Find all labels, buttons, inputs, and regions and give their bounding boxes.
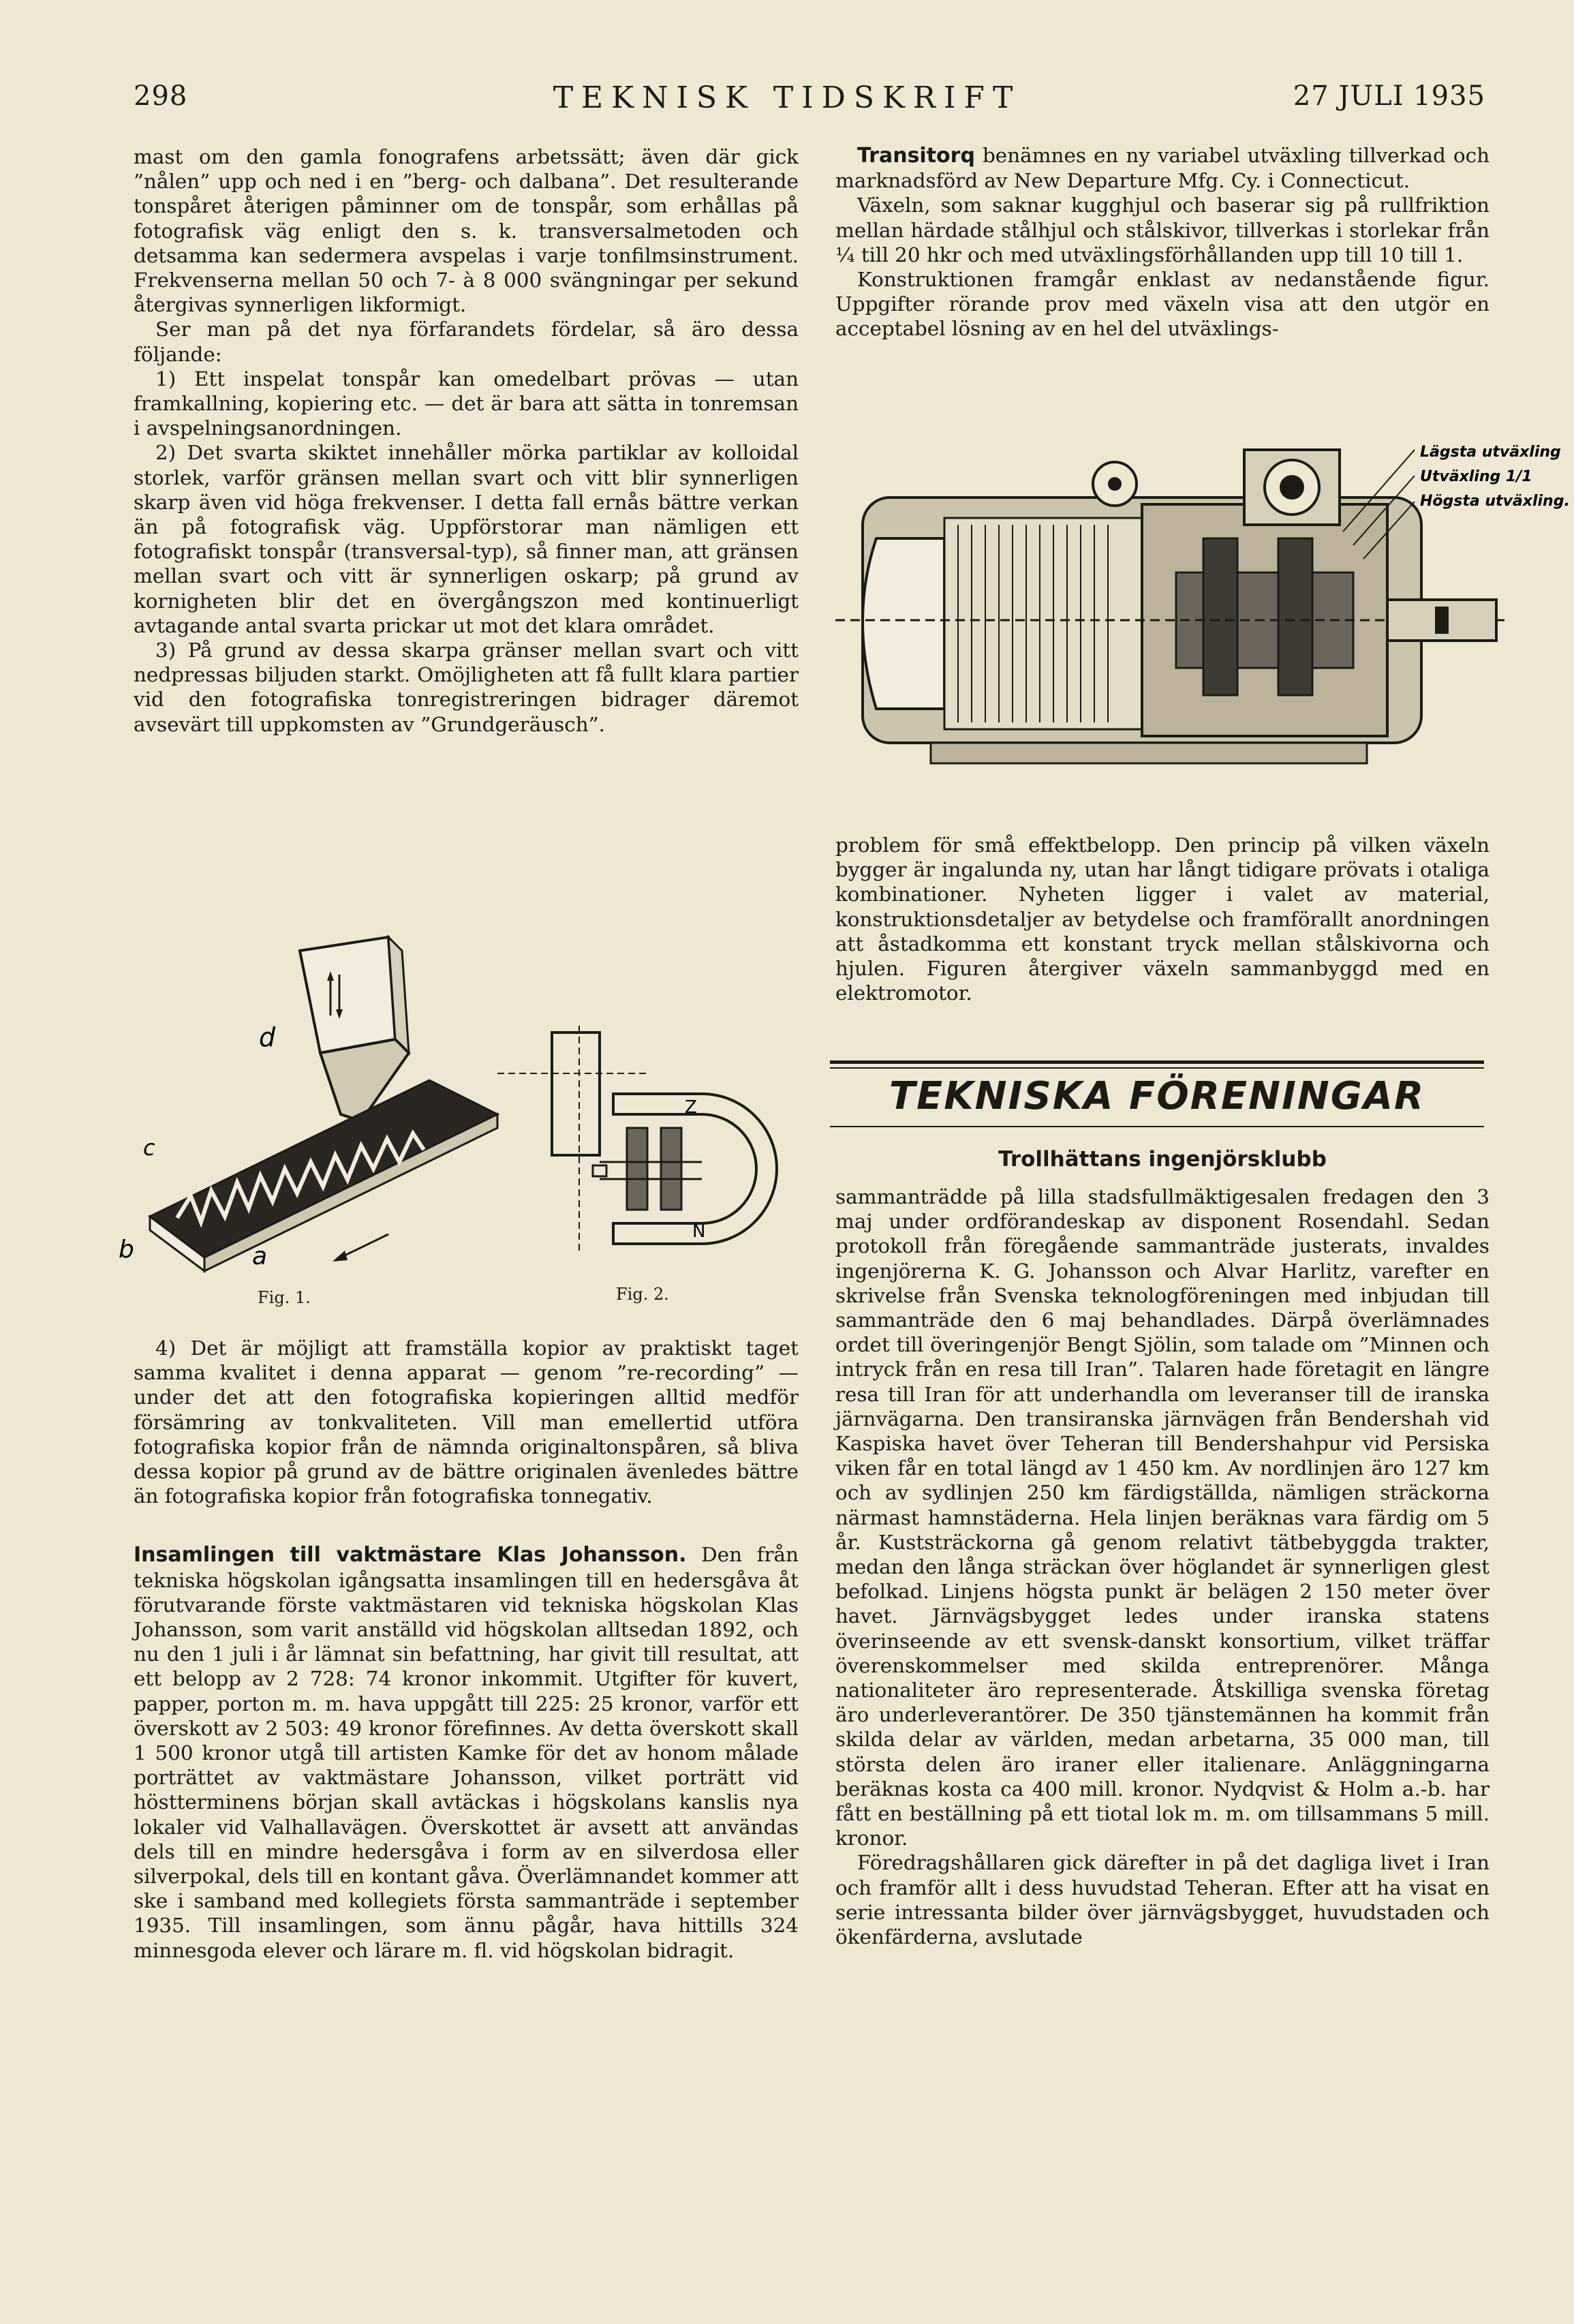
paragraph: 2) Det svarta skiktet innehåller mörka partiklar av kolloidal storlek, varför gränsen mellan svart och vitt blir synnerligen skarp även vid höga frekvenser. I detta fall ernås bättre verkan än på fotografisk väg. Uppförstorar man nämligen ett fotografiskt tonspår (transversal-typ), så finner man, att gränsen mellan svart och vitt är synnerligen oskarp; på grund av kornigheten blir det en övergångszon med kontinuerligt avtagande antal svarta prickar ut mot det klara området. (134, 441, 799, 637)
page-number: 298 (134, 80, 188, 112)
paragraph: sammanträdde på lilla stadsfullmäktigesalen fredagen den 3 maj under ordförandeskap av disponent Rosendahl. Sedan protokoll från föregående sammanträde justerats, invaldes ingenjörerna K. G. Johansson och Alvar Harlitz, varefter en skrivelse från Svenska teknologföreningen med inbjudan till sammanträde den 6 maj behandlades. Därpå överlämnades ordet till överingenjör Bengt Sjölin, som talade om ”Minnen och intryck från en resa till Iran”. Talaren hade företagit en längre resa till Iran för att underhandla om leveranser till de iranska järnvägarna. Den transiranska järnvägen från Bendershah vid Kaspiska havet över Teheran till Bendershahpur vid Persiska viken får en total längd av 1 450 km. Av nordlinjen äro 127 km och av sydlinjen 250 km färdigställda, nämligen sträckorna närmast hamnstäderna. Hela linjen beräknas vara färdig om 5 år. Kuststräckorna gå genom relativt tätbebyggda trakter, medan den långa sträckan över höglandet är synnerligen glest befolkad. Linjens högsta punkt är belägen 2 150 meter över havet. Järnvägsbygget ledes under iranska statens överinseende av ett svensk-danskt konsortium, vilket träffar överenskommelser med skilda entreprenörer. Många nationaliteter äro representerade. Åtskilliga svenska företag äro underleverantörer. De 350 tjänstemännen ha kommit från skilda delar av världen, medan arbetarna, 35 000 man, till största delen äro iraner eller italienare. Anläggningarna beräknas kosta ca 400 mill. kronor. Nydqvist & Holm a.-b. har fått en beställning på ett tiotal lok m. m. om tillsammans 5 mill. kronor. (835, 1185, 1490, 1850)
paragraph: 1) Ett inspelat tonspår kan omedelbart prövas — utan framkallning, kopiering etc. — det är bara att sätta in tonremsan i avspelningsanordningen. (134, 367, 799, 440)
paragraph: Konstruktionen framgår enklast av nedanstående figur. Uppgifter rörande prov med växeln visa att den utgör en acceptabel lösning av en hel del utväxlings- (835, 268, 1490, 341)
transitorq-motor-diagram (835, 436, 1570, 794)
right-column-bottom (835, 1184, 1490, 1949)
fig1-label-b: b (119, 1236, 134, 1264)
news-item (835, 143, 1490, 193)
news-item (134, 1542, 799, 1962)
paragraph: Växeln, som saknar kugghjul och baserar sig på rullfriktion mellan härdade stålhjul och stålskivor, tillverkas i storlekar från ¼ till 20 hkr och med utväxlingsförhållanden upp till 10 till 1. (835, 194, 1490, 266)
journal-title: TEKNISK TIDSKRIFT (553, 80, 1021, 115)
club-heading: Trollhättans ingenjörsklubb (998, 1147, 1327, 1172)
motor-label-unity: Utväxling 1/1 (1420, 468, 1532, 485)
section-title: TEKNISKA FÖRENINGAR (889, 1074, 1425, 1118)
right-column-top (835, 143, 1490, 341)
paragraph: problem för små effektbelopp. Den princip på vilken växeln bygger är ingalunda ny, utan har långt tidigare prövats i otaliga kombinationer. Nyheten ligger i valet av material, konstruktionsdetaljer av betydelse och framförallt anordningen att åstadkomma ett konstant tryck mellan stålskivorna och hjulen. Figuren återgiver växeln sammanbyggd med en elektromotor. (835, 834, 1490, 1005)
rule-top (830, 1060, 1484, 1064)
section-heading-bar (830, 1060, 1484, 1133)
fig1-label-a: a (252, 1242, 268, 1270)
rule-bottom (830, 1126, 1484, 1127)
fig1-caption: Fig. 1. (258, 1288, 311, 1307)
right-column-middle (835, 833, 1490, 1005)
fig1-stylus-diagram (116, 937, 497, 1291)
fig2-magnet-diagram (497, 1026, 811, 1257)
paragraph: 4) Det är möjligt att framställa kopior av praktiskt taget samma kvalitet i denna apparat — genom ”re-recording” — under det att den fotografiska kopieringen alltid medför försämring av tonkvaliteten. Vill man emellertid utföra fotografiska kopior från de nämnda originaltonspåren, så bliva dessa kopior på grund av de bättre originalen ävenledes bättre än fotografiska kopior från fotografiska tonnegativ. (134, 1336, 799, 1508)
paragraph: 3) På grund av dessa skarpa gränser mellan svart och vitt nedpressas biljuden starkt. Omöjligheten att få fullt klara partier vid den fotografiska tonregistreringen bidrager däremot avsevärt till uppkomsten av ”Grundgeräusch”. (134, 639, 799, 736)
fig1-label-c: c (143, 1135, 155, 1161)
motor-label-lowest: Lägsta utväxling (1420, 444, 1561, 461)
paragraph: mast om den gamla fonografens arbetssätt; även där gick ”nålen” upp och ned i en ”berg- och dalbana”. Det resulterande tonspåret återigen påminner om de tonspår, som erhållas på fotografisk väg enligt den s. k. transversalmetoden och detsamma kan sedermera avspelas i varje tonfilmsinstrument. Frekvenserna mellan 50 och 7- à 8 000 svängningar per sekund återgivas synnerligen likformigt. (134, 145, 799, 317)
news-body: Den från tekniska högskolan igångsatta insamlingen till en hedersgåva åt förutvarande förste vaktmästaren vid tekniska högskolan Klas Johansson, som varit anställd vid högskolan alltsedan 1892, och nu den 1 juli i år lämnat sin befattning, har givit till resultat, att ett belopp av 2 728: 74 kronor inkommit. Utgifter för kuvert, papper, porton m. m. hava uppgått till 225: 25 kronor, varför ett överskott av 2 503: 49 kronor förefinnes. Av detta överskott skall 1 500 kronor utgå till artisten Kamke för det av honom målade porträttet av vaktmästare Johansson, vilket porträtt vid höstterminens början skall avtäckas i högskolans kanslis nya lokaler vid Valhallavägen. Överskottet är avsett att användas dels till en mindre hedersgåva i form av en silverdosa eller silverpokal, dels till en kontant gåva. Överlämnandet kommer att ske i samband med kollegiets första sammanträde i september 1935. Till insamlingen, som ännu pågår, hava hittills 324 minnesgoda elever och lärare m. fl. vid högskolan bidragit. (134, 1543, 799, 1962)
motor-label-highest: Högsta utväxling. (1420, 493, 1570, 510)
paragraph: Föredragshållaren gick därefter in på det dagliga livet i Iran och framför allt i dess huvudstad Teheran. Efter att ha visat en serie intressanta bilder över järnvägsbygget, huvudstaden och ökenfärderna, avslutade (835, 1851, 1490, 1949)
left-column-top (134, 144, 799, 737)
rule-top-thin (830, 1067, 1484, 1069)
fig2-label-n: N (692, 1221, 706, 1242)
left-column-bottom (134, 1336, 799, 1963)
fig2-label-z: Z (685, 1097, 697, 1118)
figures-1-2 (116, 937, 797, 1319)
paragraph: Ser man på det nya förfarandets fördelar, så äro dessa följande: (134, 318, 799, 366)
news-headline: Insamlingen till vaktmästare Klas Johansson. (134, 1543, 687, 1568)
news-headline: Transitorq (857, 144, 975, 168)
fig2-caption: Fig. 2. (616, 1285, 669, 1304)
issue-date: 27 JULI 1935 (1293, 80, 1485, 112)
news-body: benämnes en ny variabel utväxling tillverkad och marknadsförd av New Departure Mfg. Cy. i Connecticut. (835, 144, 1490, 193)
fig1-label-d: d (259, 1022, 276, 1052)
